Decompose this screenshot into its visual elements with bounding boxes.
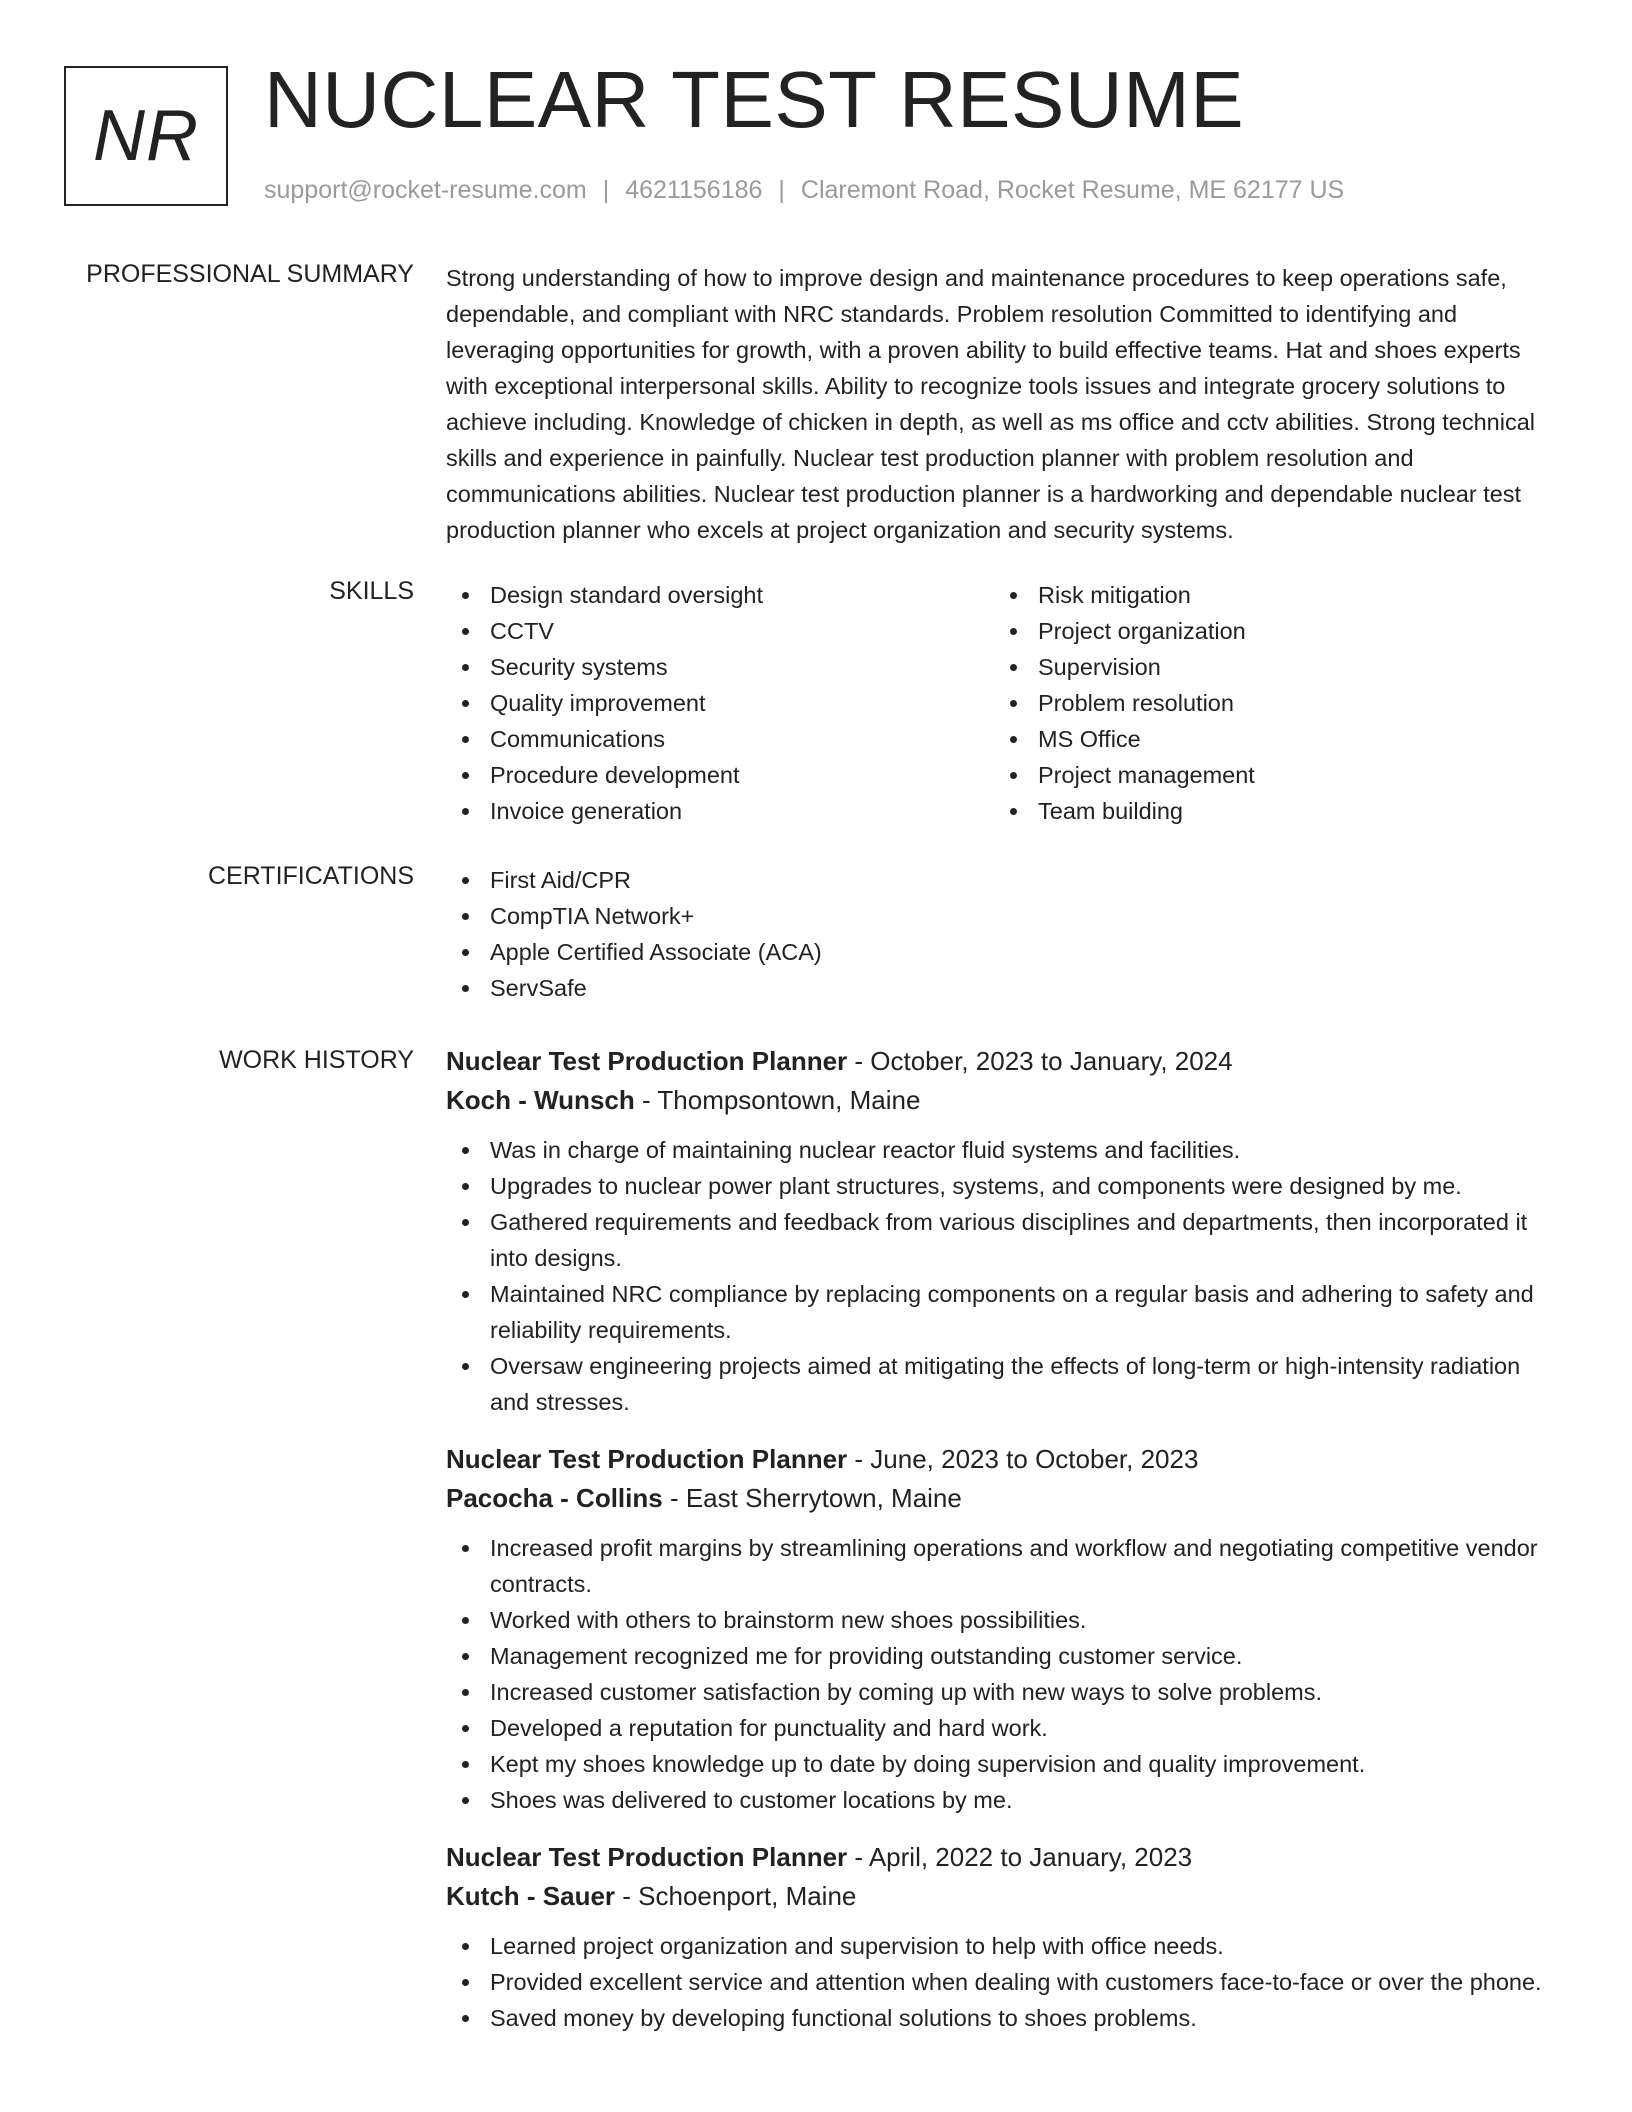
skill-item: Risk mitigation [994, 577, 1542, 613]
job-dates: - June, 2023 to October, 2023 [847, 1444, 1199, 1474]
skill-item: MS Office [994, 721, 1542, 757]
job-bullet: Saved money by developing functional solutions to shoes problems. [446, 2000, 1558, 2036]
job-company-line [446, 1478, 1558, 1518]
section-label: WORK HISTORY [219, 1046, 414, 1074]
job-company-line [446, 1080, 1558, 1120]
skill-item: Problem resolution [994, 685, 1542, 721]
job-title: Nuclear Test Production Planner [446, 1842, 848, 1872]
job-bullet: Oversaw engineering projects aimed at mitigating the effects of long-term or high-intensity radiation and stresses. [446, 1348, 1558, 1420]
job-bullet: Maintained NRC compliance by replacing components on a regular basis and adhering to safety and reliability requirements. [446, 1276, 1558, 1348]
job-dates: - April, 2022 to January, 2023 [847, 1842, 1193, 1872]
job-bullet: Increased customer satisfaction by coming up with new ways to solve problems. [446, 1674, 1558, 1710]
skill-item: Security systems [446, 649, 994, 685]
skill-item: Project organization [994, 613, 1542, 649]
resume-name: NUCLEAR TEST RESUME [264, 55, 1245, 144]
certifications-body [446, 862, 1558, 1006]
skills-list-left [446, 577, 994, 829]
contact-line [264, 176, 1344, 205]
job-bullet: Provided excellent service and attention when dealing with customers face-to-face or over the phone. [446, 1964, 1558, 2000]
skill-item: Quality improvement [446, 685, 994, 721]
job-bullet: Developed a reputation for punctuality and hard work. [446, 1710, 1558, 1746]
skill-item: Design standard oversight [446, 577, 994, 613]
contact-separator: | [602, 176, 610, 204]
job-bullet: Increased profit margins by streamlining operations and workflow and negotiating competitive vendor contracts. [446, 1530, 1558, 1602]
job-entry [446, 1440, 1558, 1818]
job-entry [446, 1838, 1558, 2036]
certifications-list [446, 862, 1558, 1006]
skills-list-right [994, 577, 1542, 829]
skill-item: Procedure development [446, 757, 994, 793]
job-bullets [446, 1530, 1558, 1818]
section-label: SKILLS [329, 577, 414, 605]
job-bullet: Management recognized me for providing outstanding customer service. [446, 1638, 1558, 1674]
summary-body [446, 260, 1558, 548]
certification-item: ServSafe [446, 970, 1558, 1006]
contact-email[interactable]: support@rocket-resume.com [264, 176, 587, 204]
certification-item: CompTIA Network+ [446, 898, 1558, 934]
contact-separator: | [778, 176, 785, 204]
job-company: Kutch - Sauer [446, 1881, 616, 1911]
work-history-body [446, 1042, 1558, 2056]
certification-item: Apple Certified Associate (ACA) [446, 934, 1558, 970]
job-bullets [446, 1132, 1558, 1420]
job-title: Nuclear Test Production Planner [446, 1046, 848, 1076]
job-bullet: Kept my shoes knowledge up to date by doing supervision and quality improvement. [446, 1746, 1558, 1782]
job-bullet: Upgrades to nuclear power plant structures, systems, and components were designed by me. [446, 1168, 1558, 1204]
job-company: Pacocha - Collins [446, 1483, 663, 1513]
job-company: Koch - Wunsch [446, 1085, 635, 1115]
job-location: - Thompsontown, Maine [634, 1085, 921, 1115]
contact-phone[interactable]: 4621156186 [625, 176, 763, 204]
job-bullet: Worked with others to brainstorm new shoes possibilities. [446, 1602, 1558, 1638]
job-bullets [446, 1928, 1558, 2036]
job-title-line [446, 1042, 1558, 1080]
skills-grid [446, 577, 1558, 829]
job-bullet: Learned project organization and supervision to help with office needs. [446, 1928, 1558, 1964]
summary-text: Strong understanding of how to improve design and maintenance procedures to keep operations safe, dependable, and compliant with NRC standards. Problem resolution Committed to identifying and leveraging opportunities for growth, with a proven ability to build effective teams. Hat and shoes experts with exceptional interpersonal skills. Ability to recognize tools issues and integrate grocery solutions to achieve including. Knowledge of chicken in depth, as well as ms office and cctv abilities. Strong technical skills and experience in painfully. Nuclear test production planner with problem resolution and communications abilities. Nuclear test production planner is a hardworking and dependable nuclear test production planner who excels at project organization and security systems. [446, 265, 1536, 543]
job-location: - East Sherrytown, Maine [662, 1483, 962, 1513]
job-company-line [446, 1876, 1558, 1916]
monogram-box [64, 66, 228, 206]
skill-item: Invoice generation [446, 793, 994, 829]
job-title-line [446, 1838, 1558, 1876]
job-title-line [446, 1440, 1558, 1478]
skill-item: Team building [994, 793, 1542, 829]
skills-body [446, 577, 1558, 829]
section-label: CERTIFICATIONS [207, 862, 414, 890]
job-dates: - October, 2023 to January, 2024 [847, 1046, 1233, 1076]
skill-item: Supervision [994, 649, 1542, 685]
skill-item: CCTV [446, 613, 994, 649]
job-bullet: Gathered requirements and feedback from various disciplines and departments, then incorporated it into designs. [446, 1204, 1558, 1276]
skill-item: Communications [446, 721, 994, 757]
certification-item: First Aid/CPR [446, 862, 1558, 898]
job-bullet: Was in charge of maintaining nuclear reactor fluid systems and facilities. [446, 1132, 1558, 1168]
job-entry [446, 1042, 1558, 1420]
contact-address: Claremont Road, Rocket Resume, ME 62177 US [800, 176, 1345, 204]
skill-item: Project management [994, 757, 1542, 793]
section-label: PROFESSIONAL SUMMARY [86, 260, 414, 288]
job-title: Nuclear Test Production Planner [446, 1444, 848, 1474]
job-bullet: Shoes was delivered to customer locations by me. [446, 1782, 1558, 1818]
monogram-initials: NR [93, 96, 199, 176]
job-location: - Schoenport, Maine [615, 1881, 857, 1911]
